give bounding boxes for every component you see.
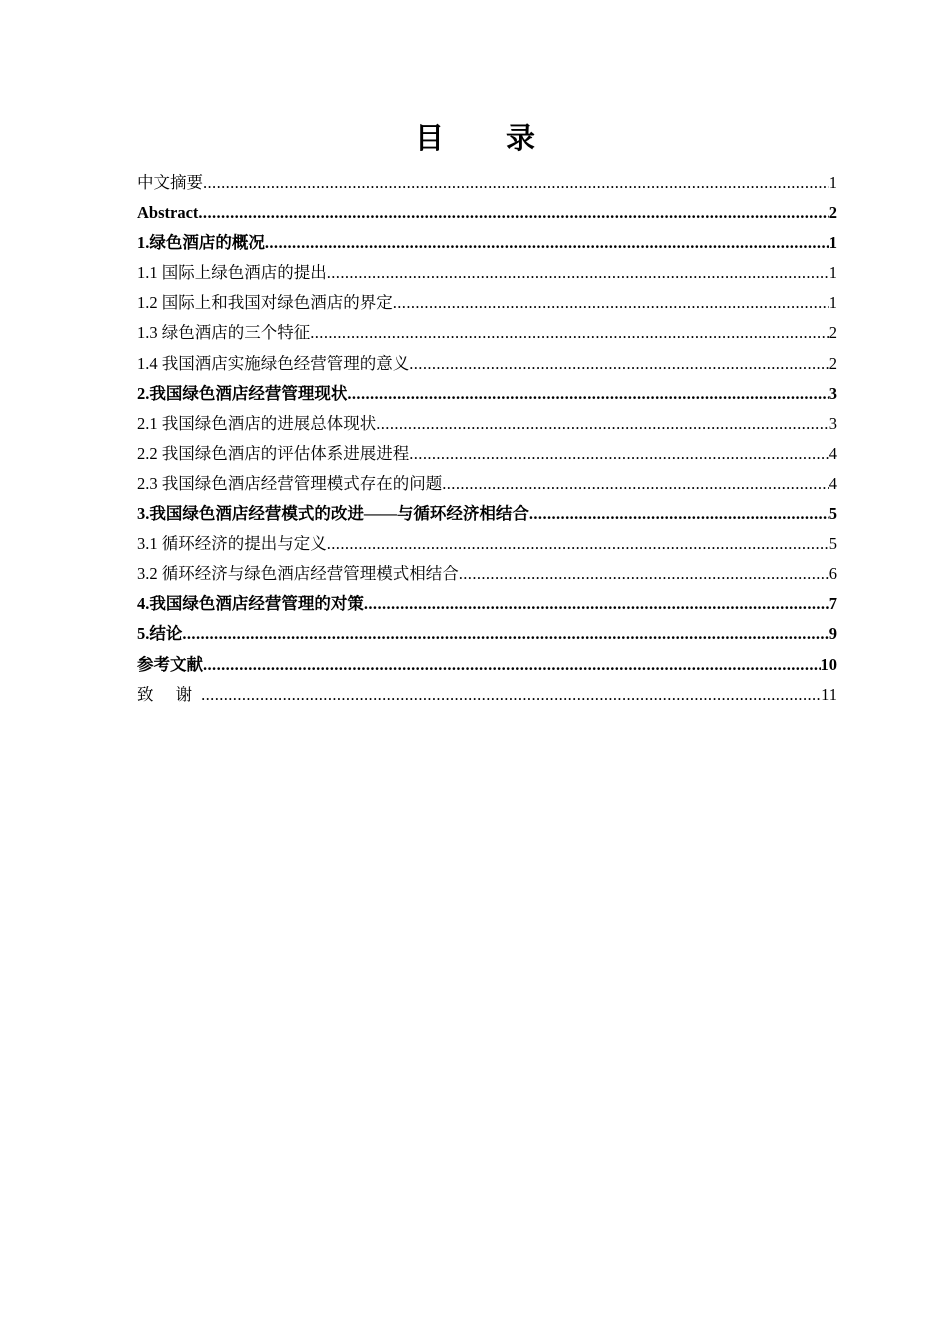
toc-entry-page: 5 <box>828 534 837 554</box>
toc-dot-leader <box>201 680 821 710</box>
toc-dot-leader <box>529 499 829 529</box>
toc-entry-section-1-1[interactable] <box>137 258 837 288</box>
toc-dot-leader <box>364 589 829 619</box>
toc-dot-leader <box>409 439 829 469</box>
toc-entry-page: 5 <box>828 504 837 524</box>
toc-dot-leader <box>327 258 829 288</box>
toc-entry-label: 致 谢 <box>137 684 202 704</box>
toc-entry-chapter-4[interactable] <box>137 589 837 619</box>
toc-dot-leader <box>182 619 828 649</box>
toc-entry-label: 1.2 国际上和我国对绿色酒店的界定 <box>137 293 393 313</box>
toc-entry-page: 9 <box>828 624 837 644</box>
toc-list <box>137 168 837 710</box>
toc-dot-leader <box>203 168 829 198</box>
toc-title: 目 录 <box>414 121 562 155</box>
toc-entry-label: 5.结论 <box>137 624 183 644</box>
toc-entry-abstract-cn[interactable] <box>137 168 837 198</box>
toc-entry-label: 1.1 国际上绿色酒店的提出 <box>137 263 327 283</box>
toc-dot-leader <box>376 409 829 439</box>
toc-entry-page: 2 <box>828 323 837 343</box>
toc-entry-label: 3.1 循环经济的提出与定义 <box>137 534 327 554</box>
toc-entry-section-2-1[interactable] <box>137 409 837 439</box>
toc-entry-page: 1 <box>828 173 837 192</box>
toc-entry-acknowledgements[interactable] <box>137 680 837 710</box>
toc-entry-section-3-1[interactable] <box>137 529 837 559</box>
toc-entry-label: 2.2 我国绿色酒店的评估体系进展进程 <box>137 443 410 463</box>
toc-entry-label: 中文摘要 <box>137 173 203 192</box>
toc-entry-label: Abstract <box>137 203 199 223</box>
toc-entry-label: 1.绿色酒店的概况 <box>137 233 265 253</box>
toc-dot-leader <box>459 559 829 589</box>
toc-entry-references[interactable] <box>137 650 837 680</box>
toc-entry-page: 10 <box>820 654 837 674</box>
toc-entry-section-3-2[interactable] <box>137 559 837 589</box>
toc-dot-leader <box>265 228 829 258</box>
toc-entry-section-2-3[interactable] <box>137 469 837 499</box>
toc-entry-abstract-en[interactable] <box>137 198 837 228</box>
toc-entry-page: 1 <box>828 263 837 283</box>
toc-entry-page: 2 <box>828 353 837 373</box>
toc-dot-leader <box>442 469 829 499</box>
toc-entry-page: 11 <box>821 684 837 704</box>
toc-entry-label: 2.3 我国绿色酒店经营管理模式存在的问题 <box>137 473 443 493</box>
toc-entry-chapter-2[interactable] <box>137 379 837 409</box>
toc-dot-leader <box>310 318 829 348</box>
toc-entry-label: 2.1 我国绿色酒店的进展总体现状 <box>137 413 377 433</box>
toc-dot-leader <box>203 650 821 680</box>
toc-entry-chapter-5[interactable] <box>137 619 837 649</box>
toc-entry-chapter-1[interactable] <box>137 228 837 258</box>
toc-entry-page: 3 <box>828 383 837 403</box>
toc-entry-chapter-3[interactable] <box>137 499 837 529</box>
toc-dot-leader <box>198 198 828 228</box>
toc-entry-page: 4 <box>828 443 837 463</box>
toc-entry-label: 1.4 我国酒店实施绿色经营管理的意义 <box>137 353 410 373</box>
toc-entry-page: 3 <box>828 413 837 433</box>
toc-entry-page: 4 <box>828 473 837 493</box>
toc-entry-page: 1 <box>828 293 837 313</box>
toc-entry-label: 1.3 绿色酒店的三个特征 <box>137 323 311 343</box>
toc-dot-leader <box>347 379 828 409</box>
toc-dot-leader <box>409 349 829 379</box>
toc-entry-section-1-4[interactable] <box>137 349 837 379</box>
toc-entry-section-1-3[interactable] <box>137 318 837 348</box>
toc-entry-page: 7 <box>828 594 837 614</box>
toc-entry-section-2-2[interactable] <box>137 439 837 469</box>
toc-entry-page: 2 <box>828 203 837 223</box>
toc-entry-page: 1 <box>828 233 837 253</box>
toc-entry-label: 2.我国绿色酒店经营管理现状 <box>137 383 348 403</box>
toc-entry-label: 4.我国绿色酒店经营管理的对策 <box>137 594 364 614</box>
toc-entry-page: 6 <box>828 564 837 584</box>
toc-entry-section-1-2[interactable] <box>137 288 837 318</box>
toc-entry-label: 参考文献 <box>137 654 203 674</box>
toc-entry-label: 3.2 循环经济与绿色酒店经营管理模式相结合 <box>137 564 459 584</box>
toc-dot-leader <box>327 529 829 559</box>
toc-entry-label: 3.我国绿色酒店经营模式的改进——与循环经济相结合 <box>137 504 529 524</box>
toc-dot-leader <box>393 288 829 318</box>
